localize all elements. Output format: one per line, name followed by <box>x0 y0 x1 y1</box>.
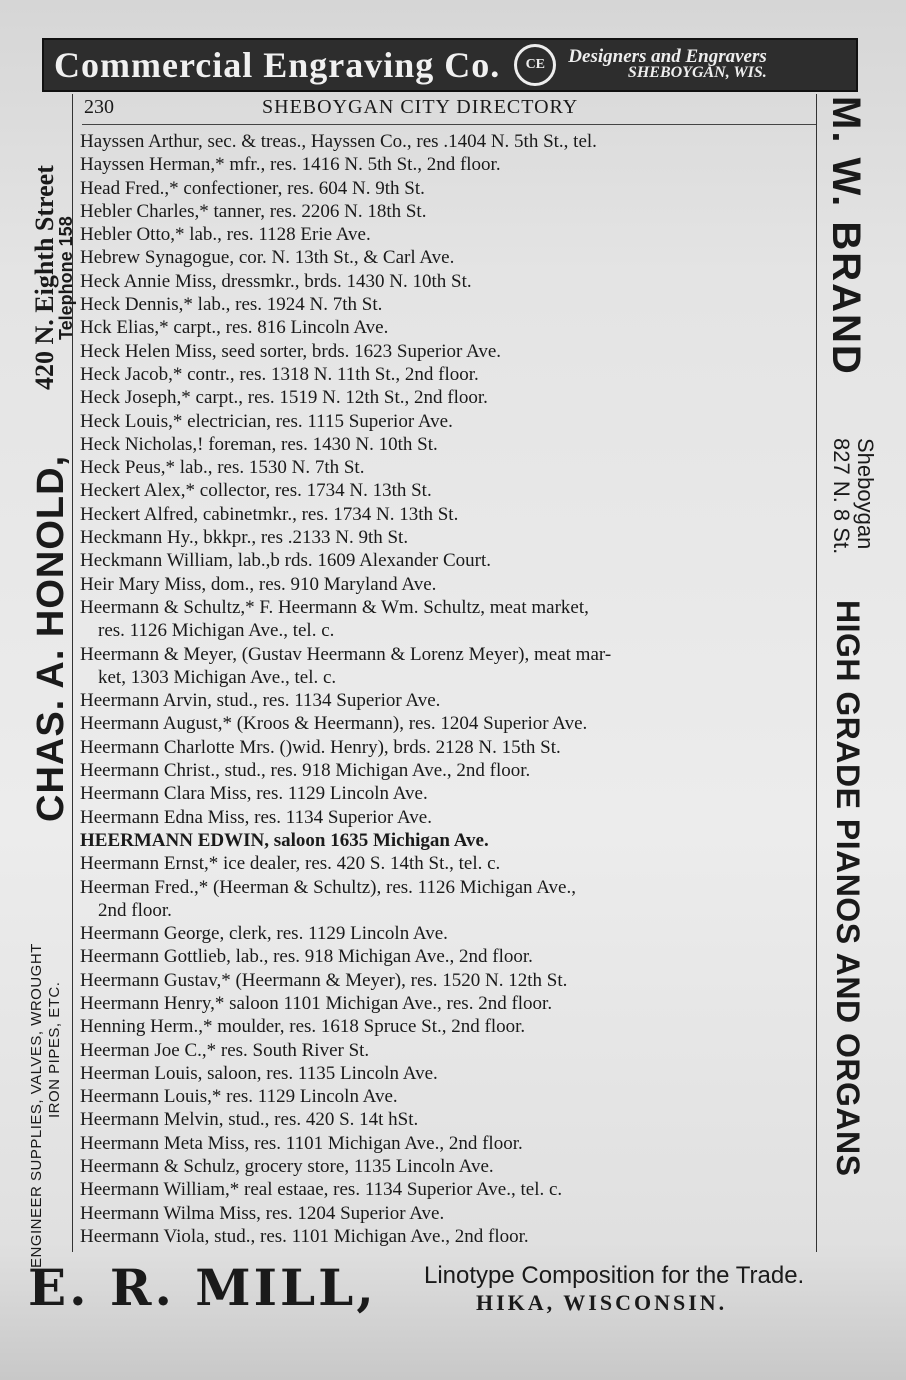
directory-entry: Heck Nicholas,! foreman, res. 1430 N. 10th St. <box>80 433 438 455</box>
directory-entry: Heermann Gustav,* (Heermann & Meyer), res. 1520 N. 12th St. <box>80 969 568 991</box>
directory-entry: Heerman Louis, saloon, res. 1135 Lincoln Ave. <box>80 1062 438 1084</box>
directory-entry-continuation: res. 1126 Michigan Ave., tel. c. <box>98 620 335 642</box>
directory-entry: Heir Mary Miss, dom., res. 910 Maryland Ave. <box>80 573 437 595</box>
banner-tagline-1: Designers and Engravers <box>568 46 767 67</box>
left-ad-telephone: Telephone 158 <box>56 216 76 340</box>
directory-entry: Heck Louis,* electrician, res. 1115 Superior Ave. <box>80 410 453 432</box>
directory-entry: Heck Joseph,* carpt., res. 1519 N. 12th St., 2nd floor. <box>80 387 488 409</box>
directory-entry: Heermann Louis,* res. 1129 Lincoln Ave. <box>80 1086 398 1108</box>
right-column-rule <box>816 94 817 1252</box>
directory-entry: Heermann & Schultz,* F. Heermann & Wm. Schultz, meat market, <box>80 596 589 618</box>
directory-entry: Heermann Henry,* saloon 1101 Michigan Ave., res. 2nd floor. <box>80 992 553 1014</box>
directory-entry: Hebler Charles,* tanner, res. 2206 N. 18th St. <box>80 200 427 222</box>
directory-entry: Heckert Alfred, cabinetmkr., res. 1734 N. 13th St. <box>80 503 459 525</box>
directory-entry: Heermann Charlotte Mrs. ()wid. Henry), brds. 2128 N. 15th St. <box>80 736 561 758</box>
page-number: 230 <box>84 96 114 118</box>
directory-listing <box>80 130 816 1248</box>
directory-entry: Heck Helen Miss, seed sorter, brds. 1623 Superior Ave. <box>80 340 502 362</box>
directory-entry: Heermann & Schulz, grocery store, 1135 Lincoln Ave. <box>80 1156 494 1178</box>
left-ad-name: CHAS. A. HONOLD, <box>30 454 72 822</box>
directory-entry: Heermann & Meyer, (Gustav Heermann & Lorenz Meyer), meat mar- <box>80 643 612 665</box>
banner-tagline-2: SHEBOYGAN, WIS. <box>627 64 767 81</box>
top-banner-ad <box>42 38 858 92</box>
directory-entry: Heermann George, clerk, res. 1129 Lincoln Ave. <box>80 923 448 945</box>
directory-entry: Heck Jacob,* contr., res. 1318 N. 11th St., 2nd floor. <box>80 363 479 385</box>
directory-entry: Heerman Joe C.,* res. South River St. <box>80 1039 370 1061</box>
right-ad-name: M. W. BRAND <box>824 96 868 376</box>
directory-entry: Heerman Fred.,* (Heerman & Schultz), res. 1126 Michigan Ave., <box>80 876 576 898</box>
banner-tagline <box>568 46 767 81</box>
directory-entry: Heck Dennis,* lab., res. 1924 N. 7th St. <box>80 294 383 316</box>
right-ad-tagline: HIGH GRADE PIANOS AND ORGANS <box>830 600 866 1177</box>
header-rule <box>82 124 816 125</box>
directory-entry: Heermann Clara Miss, res. 1129 Lincoln Ave. <box>80 783 428 805</box>
directory-entry: HEERMANN EDWIN, saloon 1635 Michigan Ave. <box>80 829 489 851</box>
directory-entry: Heermann August,* (Kroos & Heermann), res. 1204 Superior Ave. <box>80 713 588 735</box>
directory-entry: Hebrew Synagogue, cor. N. 13th St., & Carl Ave. <box>80 247 455 269</box>
directory-entry: Hebler Otto,* lab., res. 1128 Erie Ave. <box>80 224 371 246</box>
directory-entry: Heermann Viola, stud., res. 1101 Michigan Ave., 2nd floor. <box>80 1225 529 1247</box>
directory-entry: Heck Annie Miss, dressmkr., brds. 1430 N. 10th St. <box>80 270 472 292</box>
directory-entry: Heermann Ernst,* ice dealer, res. 420 S. 14th St., tel. c. <box>80 853 501 875</box>
directory-entry: Heermann Edna Miss, res. 1134 Superior Ave. <box>80 806 432 828</box>
directory-entry: Hayssen Arthur, sec. & treas., Hayssen Co., res .1404 N. 5th St., tel. <box>80 131 597 152</box>
right-ad-address: 827 N. 8 St. <box>829 438 854 555</box>
directory-entry: Hayssen Herman,* mfr., res. 1416 N. 5th St., 2nd floor. <box>80 154 501 176</box>
directory-entry: Heckert Alex,* collector, res. 1734 N. 13th St. <box>80 480 432 502</box>
right-ad-city: Sheboygan <box>853 438 878 550</box>
directory-entry: Heermann Arvin, stud., res. 1134 Superior Ave. <box>80 690 441 712</box>
bottom-ad <box>28 1258 868 1328</box>
running-head: SHEBOYGAN CITY DIRECTORY <box>262 96 579 118</box>
bottom-ad-line-2: HIKA, WISCONSIN. <box>476 1290 728 1315</box>
directory-entry-continuation: 2nd floor. <box>98 899 172 921</box>
directory-entry: Heermann Meta Miss, res. 1101 Michigan Ave., 2nd floor. <box>80 1132 523 1154</box>
directory-entry: Heermann Gottlieb, lab., res. 918 Michigan Ave., 2nd floor. <box>80 946 533 968</box>
directory-entry: Heermann Christ., stud., res. 918 Michigan Ave., 2nd floor. <box>80 760 531 782</box>
directory-entry: Heckmann William, lab.,b rds. 1609 Alexander Court. <box>80 550 491 572</box>
left-ad-address: 420 N. Eighth Street <box>30 165 59 390</box>
engraving-logo-icon: CE <box>514 44 556 86</box>
directory-entry: Heck Peus,* lab., res. 1530 N. 7th St. <box>80 457 365 479</box>
directory-entry: Henning Herm.,* moulder, res. 1618 Spruce St., 2nd floor. <box>80 1016 526 1038</box>
bottom-ad-line-1: Linotype Composition for the Trade. <box>424 1262 805 1289</box>
directory-entry: Heermann Melvin, stud., res. 420 S. 14t hSt. <box>80 1109 419 1131</box>
directory-entry: Heermann William,* real estaae, res. 1134 Superior Ave., tel. c. <box>80 1179 563 1201</box>
directory-entry: Head Fred.,* confectioner, res. 604 N. 9th St. <box>80 177 425 199</box>
banner-title: Commercial Engraving Co. <box>54 45 501 85</box>
bottom-ad-name: E. R. MILL, <box>28 1258 377 1317</box>
directory-entry-continuation: ket, 1303 Michigan Ave., tel. c. <box>98 666 337 688</box>
directory-entry: Heckmann Hy., bkkpr., res .2133 N. 9th St. <box>80 527 409 549</box>
directory-entry: Heermann Wilma Miss, res. 1204 Superior Ave. <box>80 1202 445 1224</box>
left-ad-supplies-1: ENGINEER SUPPLIES, VALVES, WROUGHT <box>28 943 45 1268</box>
left-ad-supplies-2: IRON PIPES, ETC. <box>46 981 63 1118</box>
directory-entry: Hck Elias,* carpt., res. 816 Lincoln Ave. <box>80 317 389 339</box>
